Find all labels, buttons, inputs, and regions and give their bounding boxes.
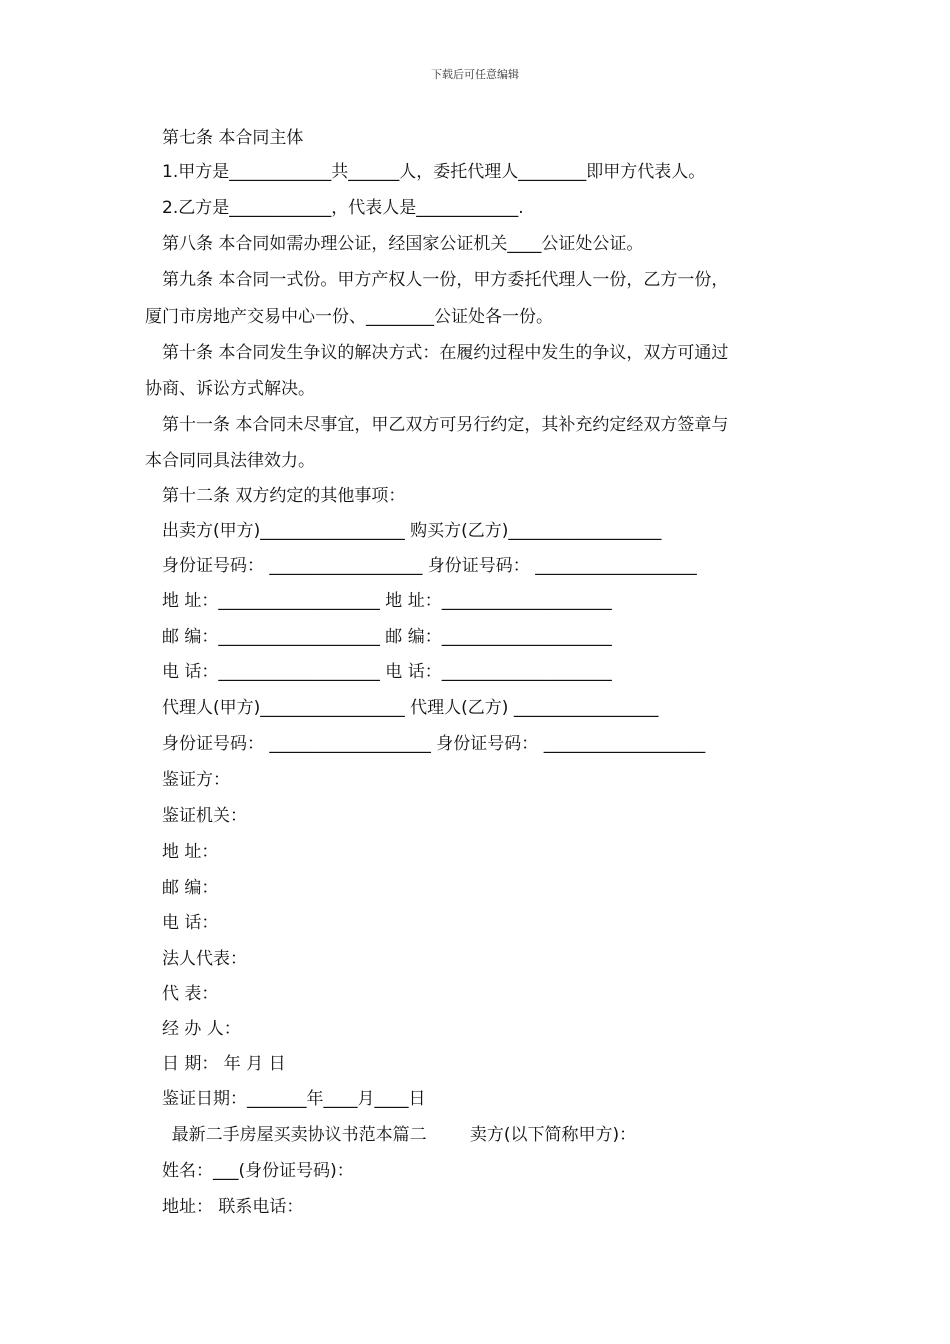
party-b-line: 2.乙方是____________，代表人是____________.: [162, 198, 524, 218]
certifier-postcode-label: 邮 编：: [162, 878, 219, 898]
article-8-text: 第八条 本合同如需办理公证，经国家公证机关____公证处公证。: [162, 234, 644, 254]
article-9-text-cont: 厦门市房地产交易中心一份、________公证处各一份。: [145, 307, 553, 327]
phone-line: 电 话：___________________ 电 话：____________________: [162, 662, 612, 682]
seller-buyer-line: 出卖方(甲方)_________________ 购买方(乙方)__________________: [162, 521, 662, 541]
representative-label: 代 表：: [162, 984, 219, 1004]
article-10-text-cont: 协商、诉讼方式解决。: [145, 379, 315, 399]
article-9-text: 第九条 本合同一式份。甲方产权人一份，甲方委托代理人一份，乙方一份，: [162, 270, 729, 290]
article-7-heading: 第七条 本合同主体: [162, 128, 304, 148]
article-10-text: 第十条 本合同发生争议的解决方式：在履约过程中发生的争议，双方可通过: [162, 343, 729, 363]
legal-representative-label: 法人代表：: [162, 949, 247, 969]
article-11-text: 第十一条 本合同未尽事宜，甲乙双方可另行约定，其补充约定经双方签章与: [162, 415, 729, 435]
section-two-heading: 最新二手房屋买卖协议书范本篇二 卖方(以下简称甲方)：: [150, 1125, 637, 1145]
handler-label: 经 办 人：: [162, 1019, 241, 1039]
certification-date-line: 鉴证日期：_______年____月____日: [162, 1089, 426, 1109]
seller-name-line: 姓名：___(身份证号码)：: [162, 1161, 354, 1181]
certifying-authority-label: 鉴证机关：: [162, 806, 247, 826]
id-number-line: 身份证号码： __________________ 身份证号码： ___________________: [162, 556, 697, 576]
address-line: 地 址：___________________ 地 址：____________________: [162, 591, 612, 611]
party-a-line: 1.甲方是____________共______人，委托代理人________即甲方代表人。: [162, 162, 706, 182]
article-12-heading: 第十二条 双方约定的其他事项：: [162, 486, 406, 506]
page-header: 下载后可任意编辑: [431, 68, 519, 81]
certifier-label: 鉴证方：: [162, 770, 230, 790]
article-11-text-cont: 本合同同具法律效力。: [145, 451, 315, 471]
certifier-address-label: 地 址：: [162, 842, 219, 862]
seller-address-line: 地址： 联系电话：: [162, 1197, 304, 1217]
postcode-line: 邮 编：___________________ 邮 编：____________________: [162, 627, 612, 647]
date-line: 日 期： 年 月 日: [162, 1054, 286, 1074]
certifier-phone-label: 电 话：: [162, 913, 219, 933]
agent-line: 代理人(甲方)_________________ 代理人(乙方) _________________: [162, 698, 659, 718]
agent-id-number-line: 身份证号码： ___________________ 身份证号码： ___________________: [162, 734, 706, 754]
